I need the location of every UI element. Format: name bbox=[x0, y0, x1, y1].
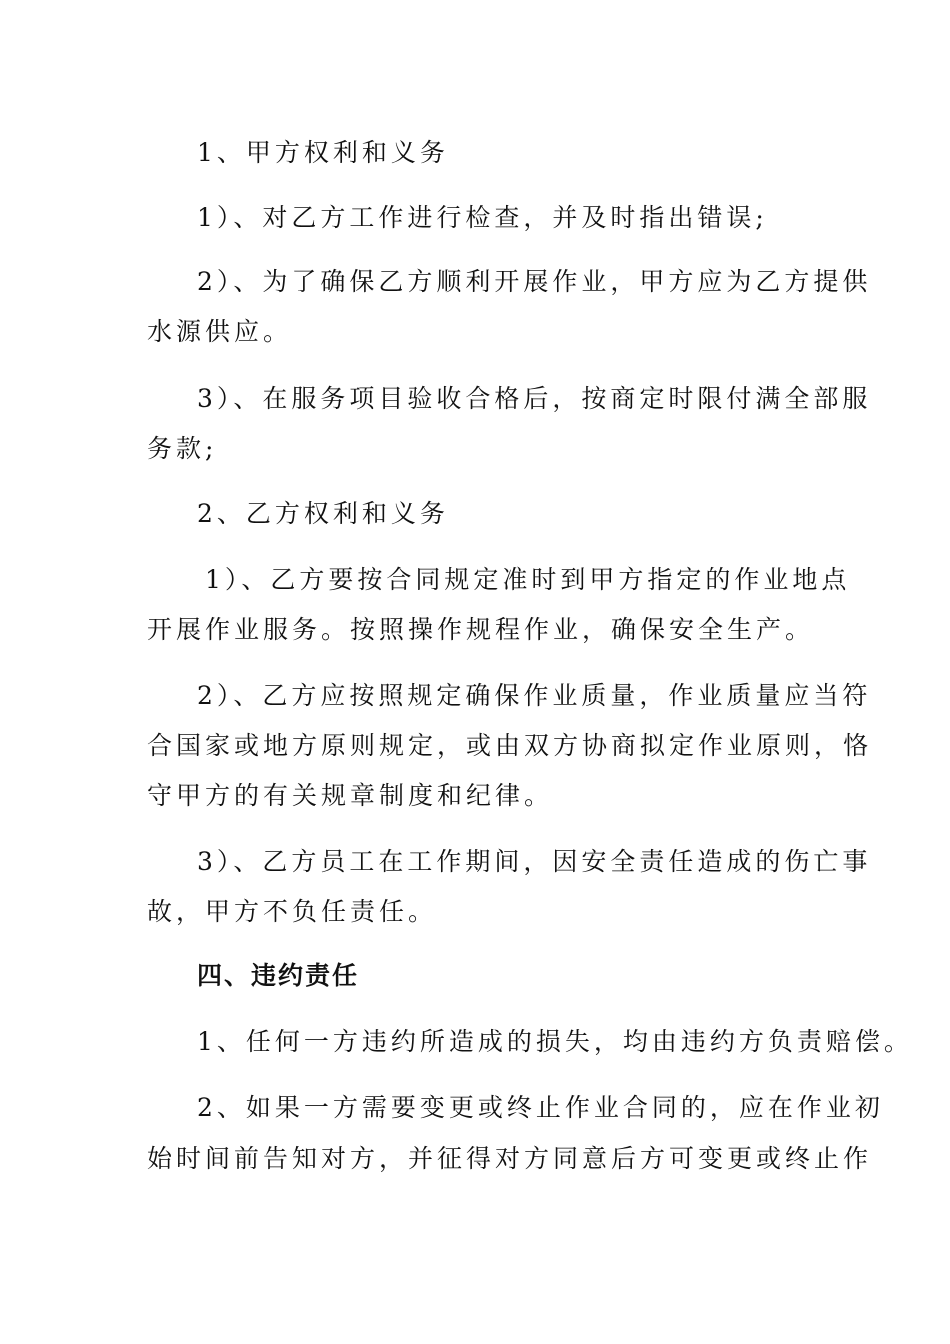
paragraph-line: 2）、乙方应按照规定确保作业质量，作业质量应当符 bbox=[197, 681, 872, 710]
paragraph-line: 3）、在服务项目验收合格后，按商定时限付满全部服 bbox=[197, 384, 872, 413]
paragraph-line: 2）、为了确保乙方顺利开展作业，甲方应为乙方提供 bbox=[197, 267, 872, 296]
paragraph-line: 故，甲方不负任责任。 bbox=[147, 897, 438, 926]
paragraph-line: 合国家或地方原则规定，或由双方协商拟定作业原则，恪 bbox=[147, 731, 873, 760]
paragraph-line: 1、任何一方违约所造成的损失，均由违约方负责赔偿。 bbox=[197, 1027, 913, 1056]
paragraph-line: 3）、乙方员工在工作期间，因安全责任造成的伤亡事 bbox=[197, 847, 872, 876]
paragraph-line: 水源供应。 bbox=[147, 317, 293, 346]
paragraph-line: 守甲方的有关规章制度和纪律。 bbox=[147, 781, 554, 810]
paragraph-line: 1）、乙方要按合同规定准时到甲方指定的作业地点 bbox=[205, 565, 851, 594]
paragraph-line: 开展作业服务。按照操作规程作业，确保安全生产。 bbox=[147, 615, 815, 644]
paragraph-line: 务款; bbox=[147, 434, 218, 463]
paragraph-line: 1）、对乙方工作进行检查，并及时指出错误; bbox=[197, 203, 768, 232]
paragraph-line: 2、如果一方需要变更或终止作业合同的，应在作业初 bbox=[197, 1093, 884, 1122]
section-heading-party-b-rights: 2、乙方权利和义务 bbox=[197, 499, 449, 528]
section-heading-party-a-rights: 1、甲方权利和义务 bbox=[197, 138, 449, 167]
section-heading-breach-liability: 四、违约责任 bbox=[197, 961, 360, 990]
paragraph-line: 始时间前告知对方，并征得对方同意后方可变更或终止作 bbox=[147, 1144, 873, 1173]
